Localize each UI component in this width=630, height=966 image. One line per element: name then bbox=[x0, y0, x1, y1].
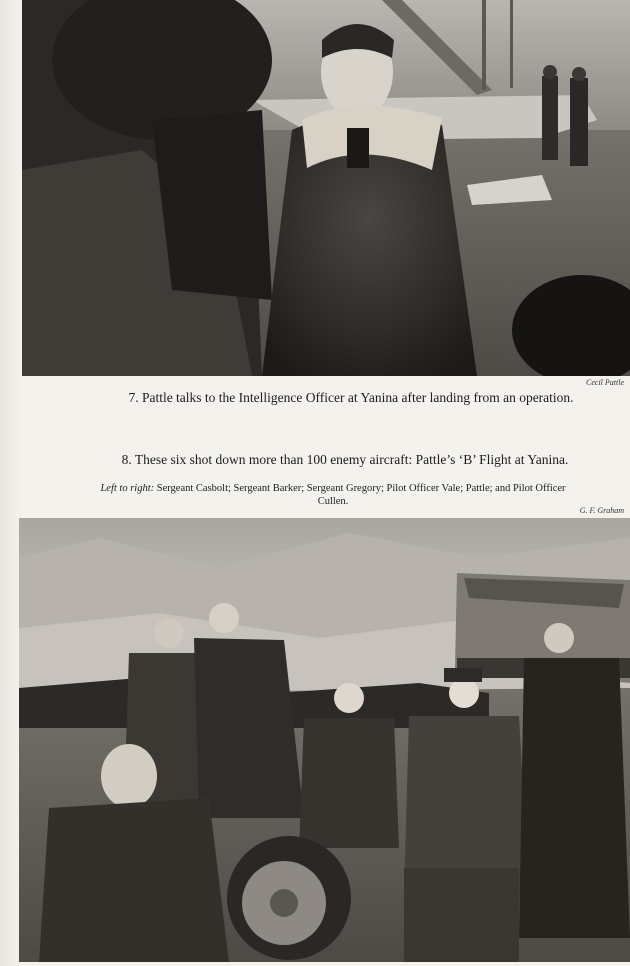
photo-b-flight-group bbox=[19, 518, 630, 962]
caption-photo-8 bbox=[110, 451, 580, 468]
caption-text: Pattle talks to the Intelligence Officer at Yanina after landing from an operation. bbox=[141, 390, 574, 405]
caption-number: 7. bbox=[128, 390, 139, 405]
photo-credit: Cecil Pattle bbox=[586, 378, 624, 387]
caption-number: 8. bbox=[121, 452, 132, 467]
caption-names bbox=[100, 482, 566, 508]
caption-text: These six shot down more than 100 enemy aircraft: Pattle’s ‘B’ Flight at Yanina. bbox=[134, 452, 569, 467]
caption-lead: Left to right: bbox=[100, 483, 155, 494]
caption-photo-7 bbox=[112, 389, 590, 406]
photo-credit: G. F. Graham bbox=[579, 506, 624, 515]
caption-names-text: Sergeant Casbolt; Sergeant Barker; Sergeant Gregory; Pilot Officer Vale; Pattle; and Pilot Officer Cullen. bbox=[156, 483, 566, 507]
photo-pattle-intelligence-officer bbox=[22, 0, 630, 376]
